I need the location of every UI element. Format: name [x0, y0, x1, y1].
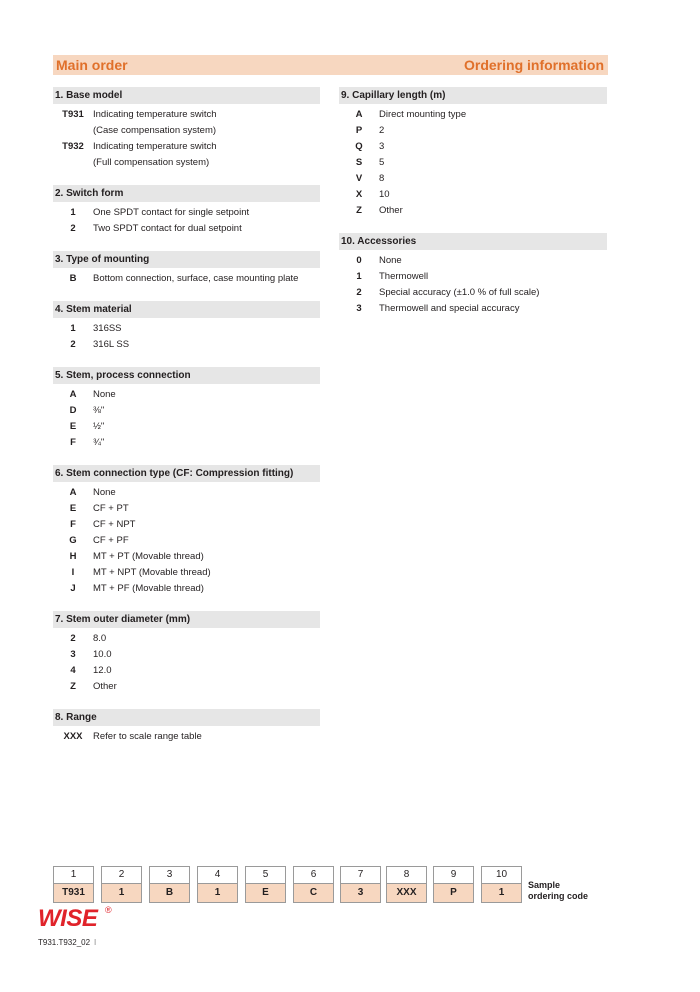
option-row [53, 647, 320, 663]
section-title: 1. Base model [53, 87, 320, 104]
sample-label-line1: Sample [528, 880, 561, 890]
option-row [53, 387, 320, 403]
ordering-information-title: Ordering information [464, 57, 604, 73]
section [53, 301, 320, 353]
option-description: Two SPDT contact for dual setpoint [93, 223, 242, 234]
option-code: Z [356, 205, 362, 216]
option-code: I [71, 567, 75, 578]
option-row [53, 679, 320, 695]
sample-code-box [433, 866, 474, 903]
option-description: Indicating temperature switch [93, 109, 217, 120]
sample-code-value: 1 [198, 884, 237, 902]
option-description: 12.0 [93, 665, 112, 676]
sample-code-box [245, 866, 286, 903]
sample-code-value: 3 [341, 884, 380, 902]
option-description: 5 [379, 157, 385, 168]
sample-code-position: 8 [387, 867, 426, 884]
option-code: XXX [63, 731, 83, 742]
right-column [339, 87, 607, 331]
option-description: Thermowell and special accuracy [379, 303, 520, 314]
sample-code-box [53, 866, 94, 903]
option-code: Z [70, 681, 76, 692]
option-description: None [93, 487, 116, 498]
option-description: None [379, 255, 402, 266]
option-code: 2 [356, 287, 362, 298]
option-description: ½" [93, 421, 105, 432]
sample-code-position: 2 [102, 867, 141, 884]
option-description: (Case compensation system) [93, 125, 217, 136]
option-code: G [69, 535, 77, 546]
sample-code-box [340, 866, 381, 903]
registered-mark: ® [105, 905, 112, 915]
section [53, 367, 320, 451]
section [339, 233, 607, 317]
option-description: 10.0 [93, 649, 112, 660]
sample-code-position: 1 [54, 867, 93, 884]
option-code [53, 123, 93, 139]
option-code: P [355, 125, 363, 136]
option-description: Refer to scale range table [93, 731, 202, 742]
section [53, 87, 320, 171]
option-description: MT + PT (Movable thread) [93, 551, 204, 562]
section [53, 185, 320, 237]
sample-ordering-code-label [528, 880, 588, 902]
option-code: H [69, 551, 77, 562]
sample-code-value: C [294, 884, 333, 902]
option-code: B [69, 273, 77, 284]
sample-code-position: 7 [341, 867, 380, 884]
option-description: Thermowell [379, 271, 429, 282]
option-row [339, 155, 607, 171]
option-description: Special accuracy (±1.0 % of full scale) [379, 287, 540, 298]
option-row [53, 581, 320, 597]
option-row [339, 139, 607, 155]
option-row [53, 729, 320, 745]
option-code: 4 [70, 665, 76, 676]
section-title: 9. Capillary length (m) [339, 87, 607, 104]
option-code: 2 [70, 339, 76, 350]
sample-code-value: E [246, 884, 285, 902]
wise-logo [38, 905, 112, 933]
sample-code-value: T931 [54, 884, 93, 902]
option-code: F [70, 437, 76, 448]
option-code: D [69, 405, 77, 416]
sample-code-value: 1 [102, 884, 141, 902]
option-row [53, 221, 320, 237]
option-description: MT + PF (Movable thread) [93, 583, 204, 594]
option-code: A [355, 109, 363, 120]
option-row [53, 549, 320, 565]
option-code: T931 [62, 109, 84, 120]
option-description: CF + NPT [93, 519, 136, 530]
option-row [339, 301, 607, 317]
option-row [53, 419, 320, 435]
option-description: Direct mounting type [379, 109, 467, 120]
option-code: 2 [70, 633, 76, 644]
option-description: 2 [379, 125, 385, 136]
sample-code-position: 9 [434, 867, 473, 884]
option-code: V [355, 173, 363, 184]
sample-code-value: XXX [387, 884, 426, 902]
section-title: 6. Stem connection type (CF: Compression fitting) [53, 465, 320, 482]
option-row [53, 155, 320, 171]
option-description: CF + PF [93, 535, 129, 546]
sample-code-position: 5 [246, 867, 285, 884]
option-description: 8 [379, 173, 385, 184]
option-description: 316SS [93, 323, 122, 334]
logo-text: WISE [38, 905, 98, 932]
header-banner [53, 55, 608, 75]
section [339, 87, 607, 219]
section [53, 251, 320, 287]
option-code: 2 [70, 223, 76, 234]
option-description: MT + NPT (Movable thread) [93, 567, 211, 578]
option-description: Other [379, 205, 403, 216]
option-row [53, 107, 320, 123]
option-description: Bottom connection, surface, case mounting plate [93, 273, 299, 284]
option-code: E [69, 421, 77, 432]
section-title: 10. Accessories [339, 233, 607, 250]
option-row [339, 203, 607, 219]
option-row [53, 139, 320, 155]
option-code: 1 [70, 207, 76, 218]
sample-code-value: B [150, 884, 189, 902]
option-row [53, 533, 320, 549]
option-code: J [70, 583, 76, 594]
sample-code-value: 1 [482, 884, 521, 902]
option-row [53, 631, 320, 647]
option-code: 1 [70, 323, 76, 334]
sample-code-box [481, 866, 522, 903]
option-row [53, 517, 320, 533]
option-row [53, 321, 320, 337]
document-reference [38, 938, 96, 947]
option-row [339, 253, 607, 269]
option-row [53, 337, 320, 353]
sample-code-position: 4 [198, 867, 237, 884]
option-row [339, 171, 607, 187]
option-row [53, 435, 320, 451]
option-code: F [70, 519, 76, 530]
option-description: 316L SS [93, 339, 130, 350]
option-row [53, 271, 320, 287]
doc-ref-code: T931.T932_02 [38, 938, 91, 947]
option-description: 3 [379, 141, 385, 152]
option-description: (Full compensation system) [93, 157, 210, 168]
option-row [53, 485, 320, 501]
main-order-title: Main order [56, 57, 128, 73]
option-code: Q [355, 141, 363, 152]
option-description: ¾" [93, 437, 105, 448]
option-description: None [93, 389, 116, 400]
sample-label-line2: ordering code [528, 891, 589, 901]
option-code: E [69, 503, 77, 514]
option-code: 0 [356, 255, 362, 266]
sample-code-box [293, 866, 334, 903]
option-code: A [69, 389, 77, 400]
option-code: T932 [62, 141, 84, 152]
section-title: 4. Stem material [53, 301, 320, 318]
section-title: 2. Switch form [53, 185, 320, 202]
option-description: 8.0 [93, 633, 107, 644]
option-code: S [355, 157, 363, 168]
sample-code-box [197, 866, 238, 903]
sample-code-box [149, 866, 190, 903]
option-code: 1 [356, 271, 362, 282]
option-row [339, 107, 607, 123]
section [53, 465, 320, 597]
sample-code-position: 3 [150, 867, 189, 884]
sample-code-box [386, 866, 427, 903]
option-row [339, 285, 607, 301]
option-row [53, 403, 320, 419]
section-title: 5. Stem, process connection [53, 367, 320, 384]
option-row [53, 123, 320, 139]
option-description: One SPDT contact for single setpoint [93, 207, 250, 218]
sample-code-value: P [434, 884, 473, 902]
option-row [339, 269, 607, 285]
option-description: ⅜" [93, 405, 105, 416]
option-description: Other [93, 681, 117, 692]
section [53, 611, 320, 695]
option-code: 3 [356, 303, 362, 314]
option-description: 10 [379, 189, 390, 200]
option-row [53, 663, 320, 679]
option-row [53, 501, 320, 517]
option-code: 3 [70, 649, 76, 660]
left-column [53, 87, 320, 759]
doc-ref-separator: I [94, 938, 97, 947]
option-code: A [69, 487, 77, 498]
option-description: CF + PT [93, 503, 129, 514]
sample-code-position: 10 [482, 867, 521, 884]
section-title: 7. Stem outer diameter (mm) [53, 611, 320, 628]
option-row [53, 205, 320, 221]
option-row [339, 187, 607, 203]
option-row [53, 565, 320, 581]
option-description: Indicating temperature switch [93, 141, 217, 152]
option-code: X [355, 189, 363, 200]
section-title: 3. Type of mounting [53, 251, 320, 268]
section [53, 709, 320, 745]
option-code [53, 155, 93, 171]
sample-code-box [101, 866, 142, 903]
sample-code-position: 6 [294, 867, 333, 884]
section-title: 8. Range [53, 709, 320, 726]
option-row [339, 123, 607, 139]
